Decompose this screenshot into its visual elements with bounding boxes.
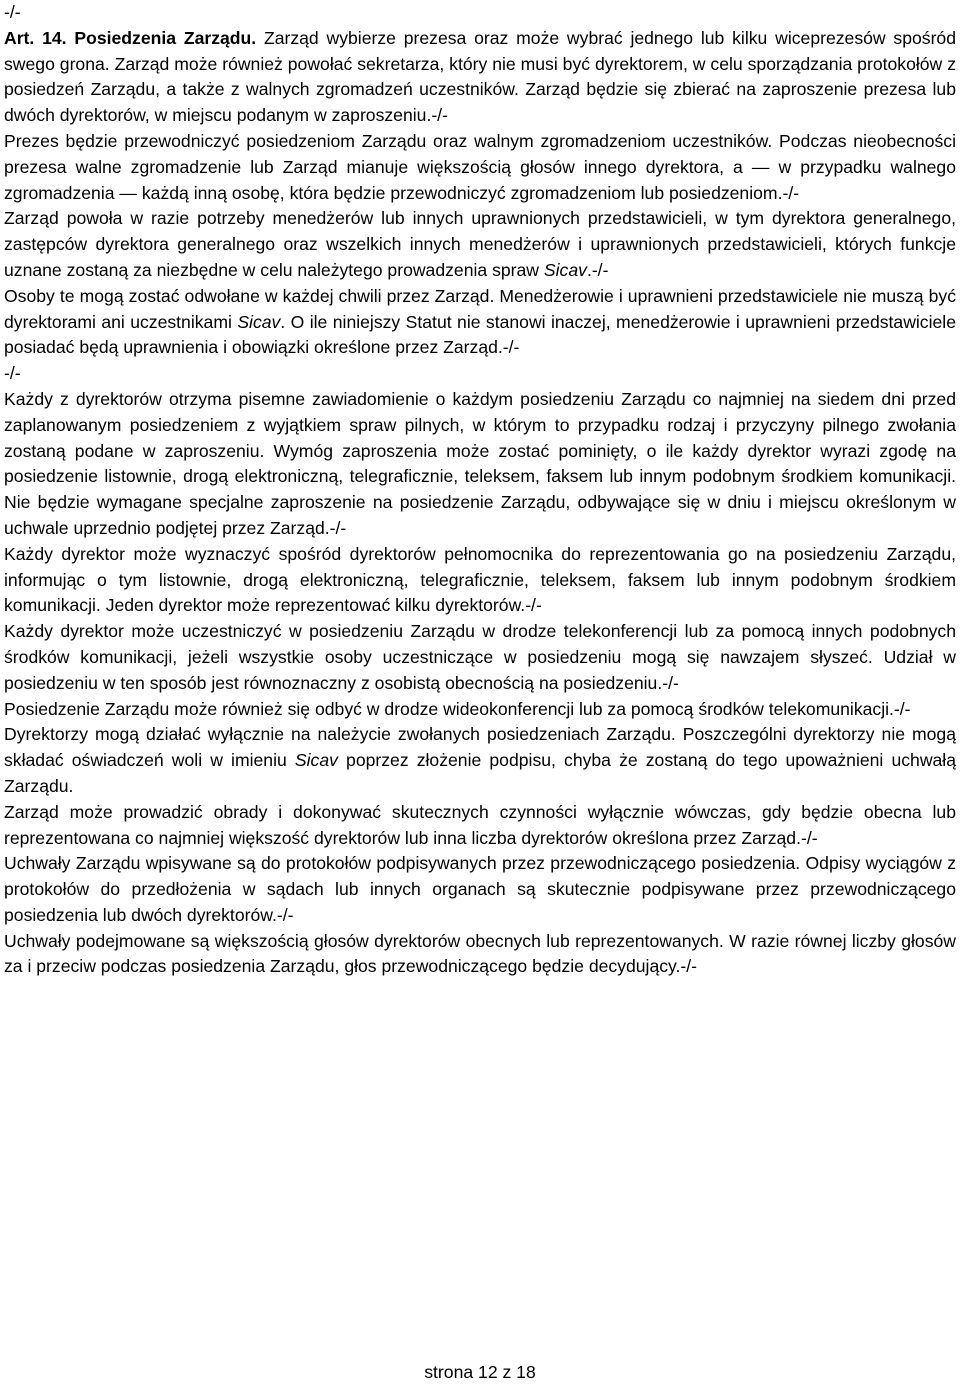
paragraph-menedzerowie [4,206,956,283]
paragraph-text: poprzez złożenie podpisu, chyba że zostaną do tego upoważnieni uchwałą Zarządu. [4,750,956,796]
paragraph-pelnomocnik: Każdy dyrektor może wyznaczyć spośród dyrektorów pełnomocnika do reprezentowania go na posiedzeniu Zarządu, informując o tym listownie, drogą elektroniczną, telegraficznie, teleksem, faksem lub innym podobnym środkiem komunikacji. Jeden dyrektor może reprezentować kilku dyrektorów.-/- [4,543,956,616]
paragraph-text: . O ile niniejszy Statut nie stanowi inaczej, menedżerowie i uprawnieni przedstawiciele posiadać będą uprawnienia i obowiązki określone przez Zarząd.-/- [4,311,956,358]
paragraph-dzialanie-dyrektorow [4,722,956,799]
paragraph-text: .-/- [586,259,609,280]
sicav-term: Sicav [294,750,338,771]
paragraph-text: Dyrektorzy mogą działać wyłącznie na należycie zwołanych posiedzeniach Zarządu. Poszczególni dyrektorzy nie mogą składać oświadczeń woli w imieniu [4,724,956,771]
paragraph-prezes: Prezes będzie przewodniczyć posiedzeniom Zarządu oraz walnym zgromadzeniom uczestników. Podczas nieobecności prezesa walne zgromadzenie lub Zarząd mianuje większością głosów innego dyrektora, a — w przypadku walnego zgromadzenia — każdą inną osobę, która będzie przewodniczyć zgromadzeniom lub posiedzeniom.-/- [4,130,956,203]
paragraph-zawiadomienie: Każdy z dyrektorów otrzyma pisemne zawiadomienie o każdym posiedzeniu Zarządu co najmniej na siedem dni przed zaplanowanym posiedzeniem z wyjątkiem spraw pilnych, w którym to przypadku rodzaj i przyczyny pilnego zwołania zostaną podane w zaproszeniu. Wymóg zaproszenia może zostać pominięty, o ile każdy dyrektor wyrazi zgodę na posiedzenie listownie, drogą elektroniczną, telegraficznie, teleksem, faksem lub innym podobnym środkiem komunikacji. Nie będzie wymagane specjalne zaproszenie na posiedzenie Zarządu, odbywające się w dniu i miejscu określonym w uchwale uprzednio podjętej przez Zarząd.-/- [4,388,956,538]
paragraph-kworum: Zarząd może prowadzić obrady i dokonywać skutecznych czynności wyłącznie wówczas, gdy będzie obecna lub reprezentowana co najmniej większość dyrektorów lub inna liczba dyrektorów określona przez Zarząd.-/- [4,801,956,848]
separator-marker: -/- [4,363,21,384]
sicav-term: Sicav [543,259,587,280]
paragraph-glosowanie: Uchwały podejmowane są większością głosów dyrektorów obecnych lub reprezentowanych. W razie równej liczby głosów za i przeciw podczas posiedzenia Zarządu, głos przewodniczącego będzie decydujący.-/- [4,930,956,977]
article-heading: Art. 14. Posiedzenia Zarządu. [4,27,257,48]
top-marker: -/- [4,2,21,22]
paragraph-protokoly: Uchwały Zarządu wpisywane są do protokołów podpisywanych przez przewodniczącego posiedzenia. Odpisy wyciągów z protokołów do przedłożenia w sądach lub innych organach są skutecznie podpisywane przez przewodniczącego posiedzenia lub dwóch dyrektorów.-/- [4,853,956,925]
paragraph-odwolanie [4,284,956,361]
paragraph-wideokonferencja: Posiedzenie Zarządu może również się odbyć w drodze wideokonferencji lub za pomocą środków telekomunikacji.-/- [4,698,911,719]
paragraph-telekonferencja: Każdy dyrektor może uczestniczyć w posiedzeniu Zarządu w drodze telekonferencji lub za pomocą innych podobnych środków komunikacji, jeżeli wszystkie osoby uczestniczące w posiedzeniu mogą się nawzajem słyszeć. Udział w posiedzeniu w ten sposób jest równoznaczny z osobistą obecnością na posiedzeniu.-/- [4,621,956,693]
page-number-footer: strona 12 z 18 [424,1362,536,1382]
paragraph-text: Zarząd wybierze prezesa oraz może wybrać jednego lub kilku wiceprezesów spośród swego grona. Zarząd może również powołać sekretarza, który nie musi być dyrektorem, w celu sporządzania protokołów z posiedzeń Zarządu, a także z walnych zgromadzeń uczestników. Zarząd będzie się zbierać na zaproszenie prezesa lub dwóch dyrektorów, w miejscu podanym w zaproszeniu.-/- [4,27,956,126]
document-page [4,0,956,980]
paragraph-text: Zarząd powoła w razie potrzeby menedżerów lub innych uprawnionych przedstawicieli, w tym dyrektora generalnego, zastępców dyrektora generalnego oraz wszelkich innych menedżerów i uprawnionych przedstawicieli, których funkcje uznane zostaną za niezbędne w celu należytego prowadzenia spraw [4,208,956,280]
sicav-term: Sicav [237,311,281,332]
paragraph-art-14 [4,26,956,129]
paragraph-text: Osoby te mogą zostać odwołane w każdej chwili przez Zarząd. Menedżerowie i uprawnieni przedstawiciele nie muszą być dyrektorami ani uczestnikami [4,285,956,332]
